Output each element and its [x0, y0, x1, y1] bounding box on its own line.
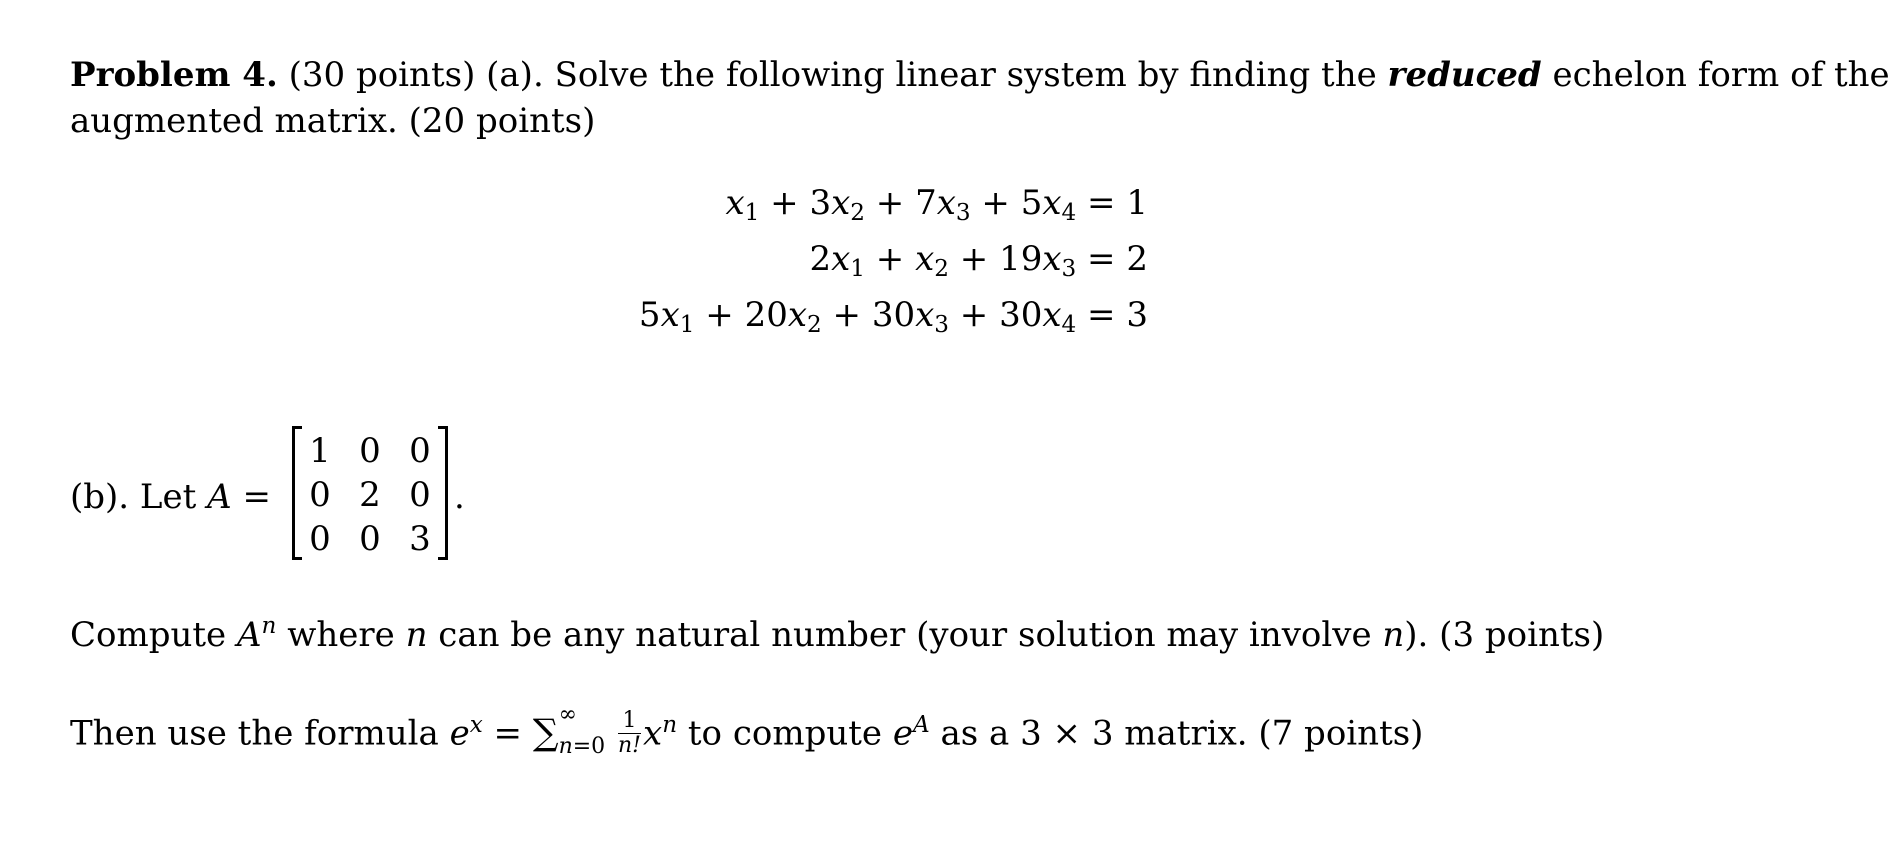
eq3-coef-4: 30 — [999, 295, 1043, 335]
compute-text-2: where — [287, 615, 395, 655]
problem-label: Problem 4. — [70, 55, 278, 95]
intro-after: echelon form of the — [1552, 55, 1890, 95]
eq2-coef-1: 2 — [809, 239, 832, 279]
matrix-cell: 0 — [309, 519, 331, 559]
then-text-1: Then use the formula — [70, 713, 439, 754]
then-text-2: to compute — [687, 713, 883, 754]
eq3-coef-3: 30 — [871, 295, 916, 335]
intro-emphasis: reduced — [1387, 55, 1542, 95]
matrix-cell: 1 — [309, 431, 331, 471]
then-text-3: as a 3 × 3 matrix. (7 points) — [940, 713, 1424, 754]
eq3-coef-1: 5 — [638, 295, 661, 335]
matrix-period: . — [454, 477, 465, 517]
matrix-cell: 0 — [409, 431, 431, 471]
eq1-coef-2: 3 — [809, 183, 832, 223]
matrix-cell: 0 — [309, 475, 331, 515]
eq1-coef-3: 7 — [915, 183, 937, 223]
equation-2: $2x_1 + x_2 + 19x_3 = 2$ — [809, 239, 1148, 283]
matrix-name: A — [207, 477, 232, 517]
part-a-marker: (a). — [486, 55, 544, 95]
intro-line-2: augmented matrix. (20 points) — [70, 101, 596, 141]
matrix-cell: 0 — [359, 431, 381, 471]
equation-1: $x_1 + 3x_2 + 7x_3 + 5x_4 = 1$ — [725, 183, 1148, 227]
eq3-coef-2: 20 — [744, 295, 788, 335]
part-b-let: (b). Let A = — [70, 477, 271, 517]
formula-line: Then use the formula $e^x$ = ∑ ∞ n=0 $\frac{1}{n!}$ $x^n$ to compute $e^A$ as a 3 × 3 matrix. (7 points) — [70, 701, 1424, 759]
problem-intro-line-1 — [70, 55, 1890, 95]
part-b-marker: (b). — [70, 477, 130, 517]
problem-intro-line-2 — [70, 101, 596, 141]
compute-line: Compute $A^n$ where n can be any natural number (your solution may involve n). (3 points) — [70, 613, 1605, 655]
eq2-coef-3: 19 — [999, 239, 1043, 279]
eq1-coef-4: 5 — [1020, 183, 1043, 223]
compute-text-3: can be any natural number (your solution may involve — [438, 615, 1372, 655]
matrix-cell: 0 — [409, 475, 431, 515]
matrix-cell: 3 — [409, 519, 431, 559]
equation-3: $5x_1 + 20x_2 + 30x_3 + 30x_4 = 3$ — [638, 295, 1148, 339]
intro-before: Solve the following linear system by finding the — [554, 55, 1377, 95]
problem-points: (30 points) — [288, 55, 476, 95]
let-text: Let — [139, 477, 197, 517]
matrix-cell: 2 — [359, 475, 381, 515]
compute-text-4: ). (3 points) — [1404, 615, 1605, 655]
eq2-rhs: 2 — [1126, 239, 1148, 279]
matrix-cell: 0 — [359, 519, 381, 559]
compute-text-1: Compute — [70, 615, 227, 655]
eq1-rhs: 1 — [1126, 183, 1148, 223]
fraction: $\frac{1}{n!}$ — [617, 708, 641, 758]
matrix-a — [292, 426, 448, 560]
eq3-rhs: 3 — [1126, 295, 1148, 335]
